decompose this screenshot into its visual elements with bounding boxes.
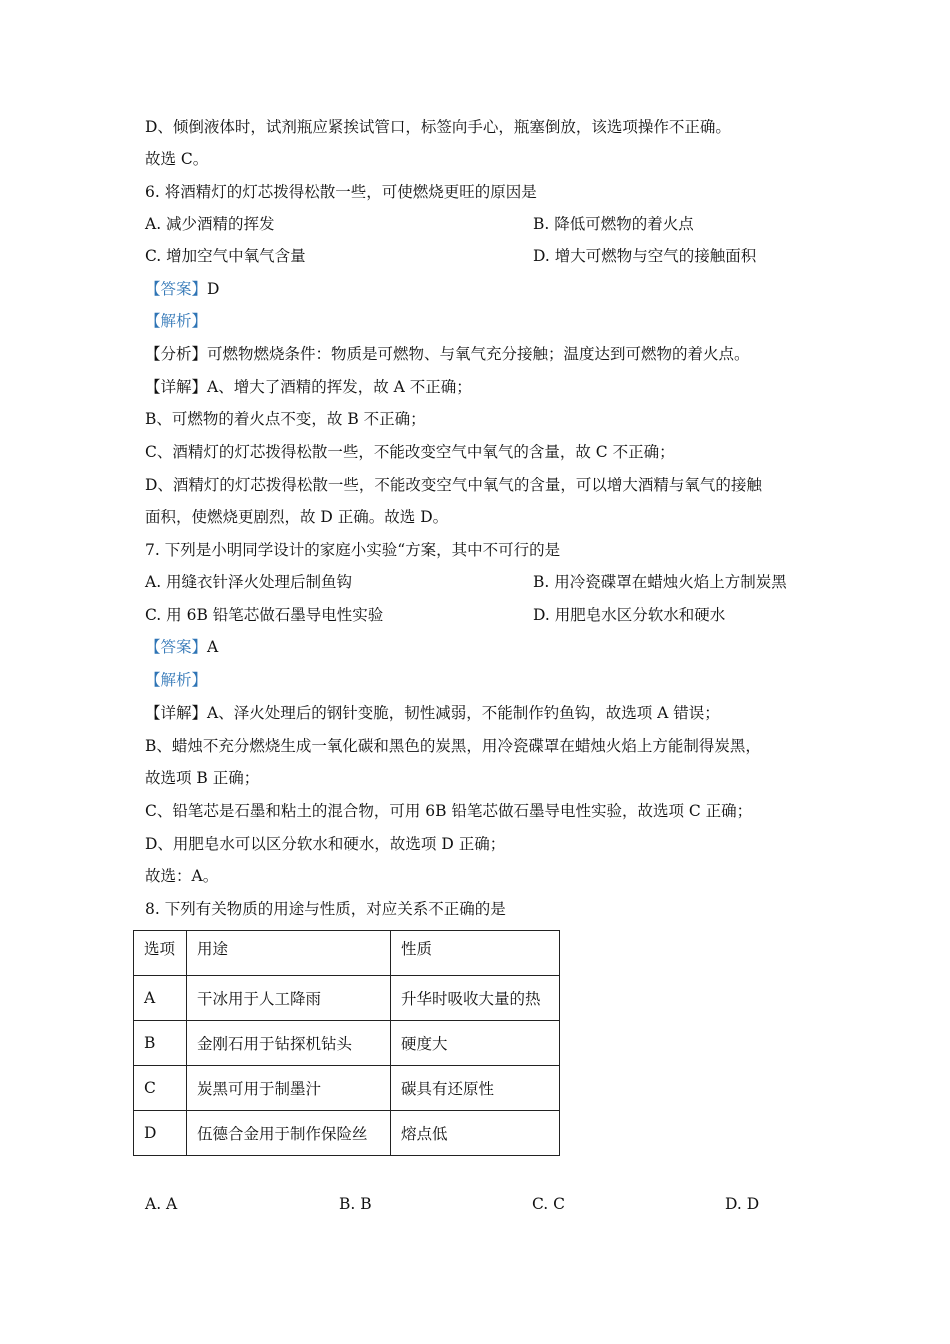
q6-option-b: B. 降低可燃物的着火点 [533, 215, 694, 233]
q6-option-d: D. 增大可燃物与空气的接触面积 [533, 247, 757, 265]
q7-option-c: C. 用 6B 铅笔芯做石墨导电性实验 [145, 606, 384, 624]
q6-stem: 6. 将酒精灯的灯芯拨得松散一些，可使燃烧更旺的原因是 [145, 183, 537, 201]
q6-analysis-tag: 【解析】 [145, 312, 208, 330]
table-row [134, 1066, 560, 1111]
q7-detail-a [145, 703, 720, 723]
answer-tag: 【答案】 [145, 638, 208, 656]
answer-tag: 【答案】 [145, 280, 208, 298]
prev-conclusion: 故选 C。 [145, 150, 209, 168]
q7-detail-b-line2: 故选项 B 正确； [145, 769, 260, 787]
table-header-cell: 性质 [391, 931, 560, 976]
table-row [134, 1021, 560, 1066]
table-row [134, 976, 560, 1021]
q6-fenxi [145, 344, 750, 364]
table-cell: 伍德合金用于制作保险丝 [187, 1111, 391, 1156]
q6-detail-c: C、酒精灯的灯芯拨得松散一些，不能改变空气中氧气的含量，故 C 不正确； [145, 443, 675, 461]
q7-analysis-tag: 【解析】 [145, 671, 208, 689]
table-cell: 金刚石用于钻探机钻头 [187, 1021, 391, 1066]
q8-option-b: B. B [339, 1195, 372, 1213]
q7-conclusion: 故选：A。 [145, 867, 219, 885]
q7-option-b: B. 用冷瓷碟罩在蜡烛火焰上方制炭黑 [533, 573, 787, 591]
q6-detail-a [145, 377, 472, 397]
q6-answer [145, 279, 219, 299]
q7-option-d: D. 用肥皂水区分软水和硬水 [533, 606, 726, 624]
table-cell: C [134, 1066, 187, 1111]
table-cell: 熔点低 [391, 1111, 560, 1156]
table-cell: 硬度大 [391, 1021, 560, 1066]
detail-a-text: A、增大了酒精的挥发，故 A 不正确； [207, 378, 472, 396]
detail-tag: 【详解】 [145, 704, 208, 722]
table-header-cell: 选项 [134, 931, 187, 976]
q8-stem: 8. 下列有关物质的用途与性质，对应关系不正确的是 [145, 900, 506, 918]
table-header-row [134, 931, 560, 976]
q6-detail-d-line2: 面积，使燃烧更剧烈，故 D 正确。故选 D。 [145, 508, 449, 526]
q8-option-a: A. A [145, 1195, 178, 1213]
q7-answer [145, 637, 218, 657]
table-cell: 干冰用于人工降雨 [187, 976, 391, 1021]
q7-detail-c: C、铅笔芯是石墨和粘土的混合物，可用 6B 铅笔芯做石墨导电性实验，故选项 C 正确； [145, 802, 753, 820]
answer-value: D [207, 280, 220, 298]
table-header-cell: 用途 [187, 931, 391, 976]
q6-detail-d-line1: D、酒精灯的灯芯拨得松散一些，不能改变空气中氧气的含量，可以增大酒精与氧气的接触 [145, 476, 762, 494]
table-row [134, 1111, 560, 1156]
table-cell: 碳具有还原性 [391, 1066, 560, 1111]
q6-option-a: A. 减少酒精的挥发 [145, 215, 275, 233]
table-cell: B [134, 1021, 187, 1066]
prev-option-d-explanation: D、倾倒液体时，试剂瓶应紧挨试管口，标签向手心，瓶塞倒放，该选项操作不正确。 [145, 118, 731, 136]
fenxi-text: 可燃物燃烧条件：物质是可燃物、与氧气充分接触；温度达到可燃物的着火点。 [207, 345, 750, 363]
q6-option-c: C. 增加空气中氧气含量 [145, 247, 306, 265]
q8-option-c: C. C [532, 1195, 566, 1213]
q7-detail-b-line1: B、蜡烛不充分燃烧生成一氧化碳和黑色的炭黑，用冷瓷碟罩在蜡烛火焰上方能制得炭黑， [145, 737, 761, 755]
table-cell: 炭黑可用于制墨汁 [187, 1066, 391, 1111]
q6-detail-b: B、可燃物的着火点不变，故 B 不正确； [145, 410, 426, 428]
q8-table [133, 930, 560, 1156]
table-cell: A [134, 976, 187, 1021]
answer-value: A [207, 638, 219, 656]
detail-tag: 【详解】 [145, 378, 208, 396]
detail-a-text: A、泽火处理后的钢针变脆，韧性减弱，不能制作钓鱼钩，故选项 A 错误； [207, 704, 720, 722]
fenxi-tag: 【分析】 [145, 345, 208, 363]
table-cell: 升华时吸收大量的热 [391, 976, 560, 1021]
table-cell: D [134, 1111, 187, 1156]
q7-option-a: A. 用缝衣针泽火处理后制鱼钩 [145, 573, 353, 591]
q7-detail-d: D、用肥皂水可以区分软水和硬水，故选项 D 正确； [145, 835, 506, 853]
q8-option-d: D. D [725, 1195, 760, 1213]
q7-stem: 7. 下列是小明同学设计的家庭小实验“方案，其中不可行的是 [145, 541, 561, 559]
